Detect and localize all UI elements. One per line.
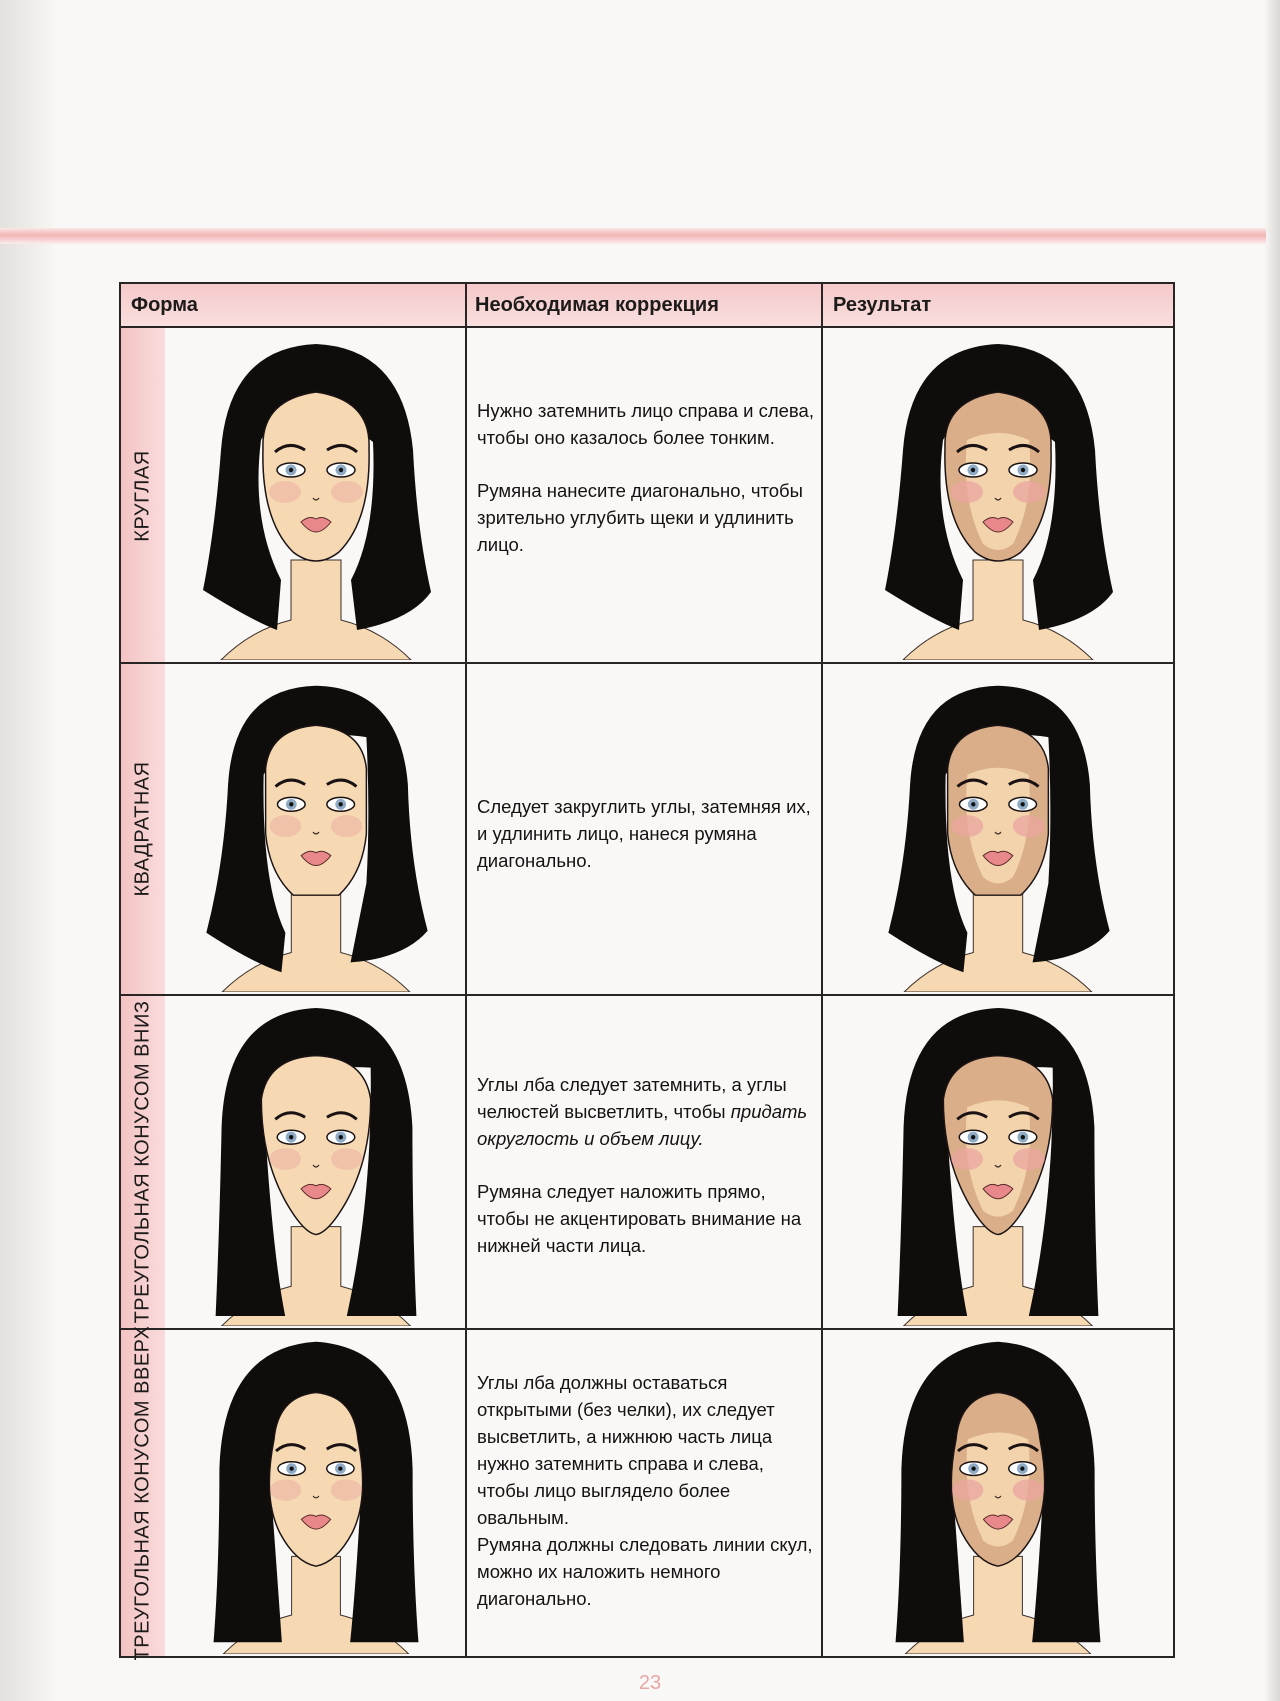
blush-left [951, 1148, 983, 1170]
correction-triangle-down [477, 1071, 817, 1259]
blush-left [952, 815, 984, 837]
face-illustration [863, 1332, 1133, 1654]
column-divider [821, 284, 823, 1656]
pupil [971, 468, 975, 472]
correction-paragraph: Следует закруглить углы, затемняя их, и удлинить лицо, нанеся румяна диагонально. [477, 796, 811, 871]
face-shape [269, 1392, 362, 1566]
blush-right [331, 481, 363, 503]
correction-paragraph: Румяна нанесите диагонально, чтобы зрительно углубить щеки и удлинить лицо. [477, 480, 803, 555]
blush-left [951, 481, 983, 503]
shape-label-round: КРУГЛАЯ [131, 450, 154, 542]
pupil [971, 1135, 975, 1139]
decorative-pink-rule [0, 228, 1266, 244]
shape-label-triangle-up: ТРЕУГОЛЬНАЯ КОНУСОМ ВВЕРХ [131, 1325, 154, 1661]
correction-round [477, 397, 817, 558]
pupil [971, 1466, 975, 1470]
row-divider [121, 662, 1173, 664]
pupil [289, 802, 293, 806]
page-edge-shadow [1264, 0, 1280, 1701]
blush-left [270, 1479, 301, 1500]
face-shape-correction-table [119, 282, 1175, 1661]
blush-right [1013, 1148, 1045, 1170]
page-number: 23 [638, 1672, 662, 1694]
pupil [1021, 468, 1025, 472]
blush-right [331, 1479, 362, 1500]
row-divider [121, 994, 1173, 996]
correction-paragraph: Нужно затемнить лицо справа и слева, чтобы оно казалось более тонким. [477, 400, 814, 448]
face-svg [181, 330, 451, 660]
header-shape: Форма [121, 284, 465, 328]
face-illustration [181, 330, 451, 660]
pupil [339, 1135, 343, 1139]
blush-right [1013, 481, 1045, 503]
blush-right [1013, 1479, 1044, 1500]
pupil [338, 1466, 342, 1470]
face-illustration [863, 330, 1133, 660]
bleed-through-text [600, 78, 1120, 124]
pupil [1020, 1466, 1024, 1470]
face-shape [263, 392, 369, 561]
correction-text-italic: придать округлость и объем лицу. [477, 1101, 808, 1149]
pupil [1021, 802, 1025, 806]
shape-label-square: КВАДРАТНАЯ [131, 761, 154, 897]
shape-label-triangle-down: ТРЕУГОЛЬНАЯ КОНУСОМ ВНИЗ [131, 1000, 154, 1324]
face-svg [181, 998, 451, 1326]
header-result: Результат [823, 284, 1173, 328]
pupil [339, 802, 343, 806]
pupil [339, 468, 343, 472]
face-illustration [863, 998, 1133, 1326]
face-illustration [181, 1332, 451, 1654]
face-shape [261, 1056, 370, 1235]
face-svg [181, 666, 451, 992]
row-divider [121, 1328, 1173, 1330]
pupil [971, 802, 975, 806]
blush-right [331, 815, 363, 837]
blush-left [952, 1479, 983, 1500]
correction-triangle-up [477, 1369, 817, 1612]
pupil [289, 1135, 293, 1139]
face-svg [863, 998, 1133, 1326]
face-illustration [863, 666, 1133, 992]
column-divider [465, 284, 467, 1656]
face-svg [863, 1332, 1133, 1654]
face-svg [181, 1332, 451, 1654]
correction-paragraph: Румяна должны следовать линии скул, можно их наложить немного диагонально. [477, 1534, 813, 1609]
face-illustration [181, 666, 451, 992]
blush-right [331, 1148, 363, 1170]
correction-paragraph: Углы лба должны оставаться открытыми (без челки), их следует высветлить, а нижнюю часть лица нужно затемнить справа и слева, чтобы лицо выглядело более овальным. [477, 1372, 775, 1528]
face-svg [863, 330, 1133, 660]
correction-paragraph: Румяна следует наложить прямо, чтобы не акцентировать внимание на нижней части лица. [477, 1181, 802, 1256]
correction-text: Углы лба следует затемнить, а углы челюстей высветлить, чтобы [477, 1074, 787, 1122]
correction-square [477, 793, 817, 874]
pupil [289, 468, 293, 472]
face-shape [266, 725, 367, 895]
face-svg [863, 666, 1133, 992]
face-illustration [181, 998, 451, 1326]
page-binding-shadow [0, 0, 58, 1701]
blush-left [270, 815, 302, 837]
blush-right [1013, 815, 1045, 837]
correction-paragraph [477, 1071, 817, 1152]
header-correction: Необходимая коррекция [465, 284, 823, 328]
blush-left [269, 1148, 301, 1170]
blush-left [269, 481, 301, 503]
pupil [289, 1466, 293, 1470]
pupil [1021, 1135, 1025, 1139]
